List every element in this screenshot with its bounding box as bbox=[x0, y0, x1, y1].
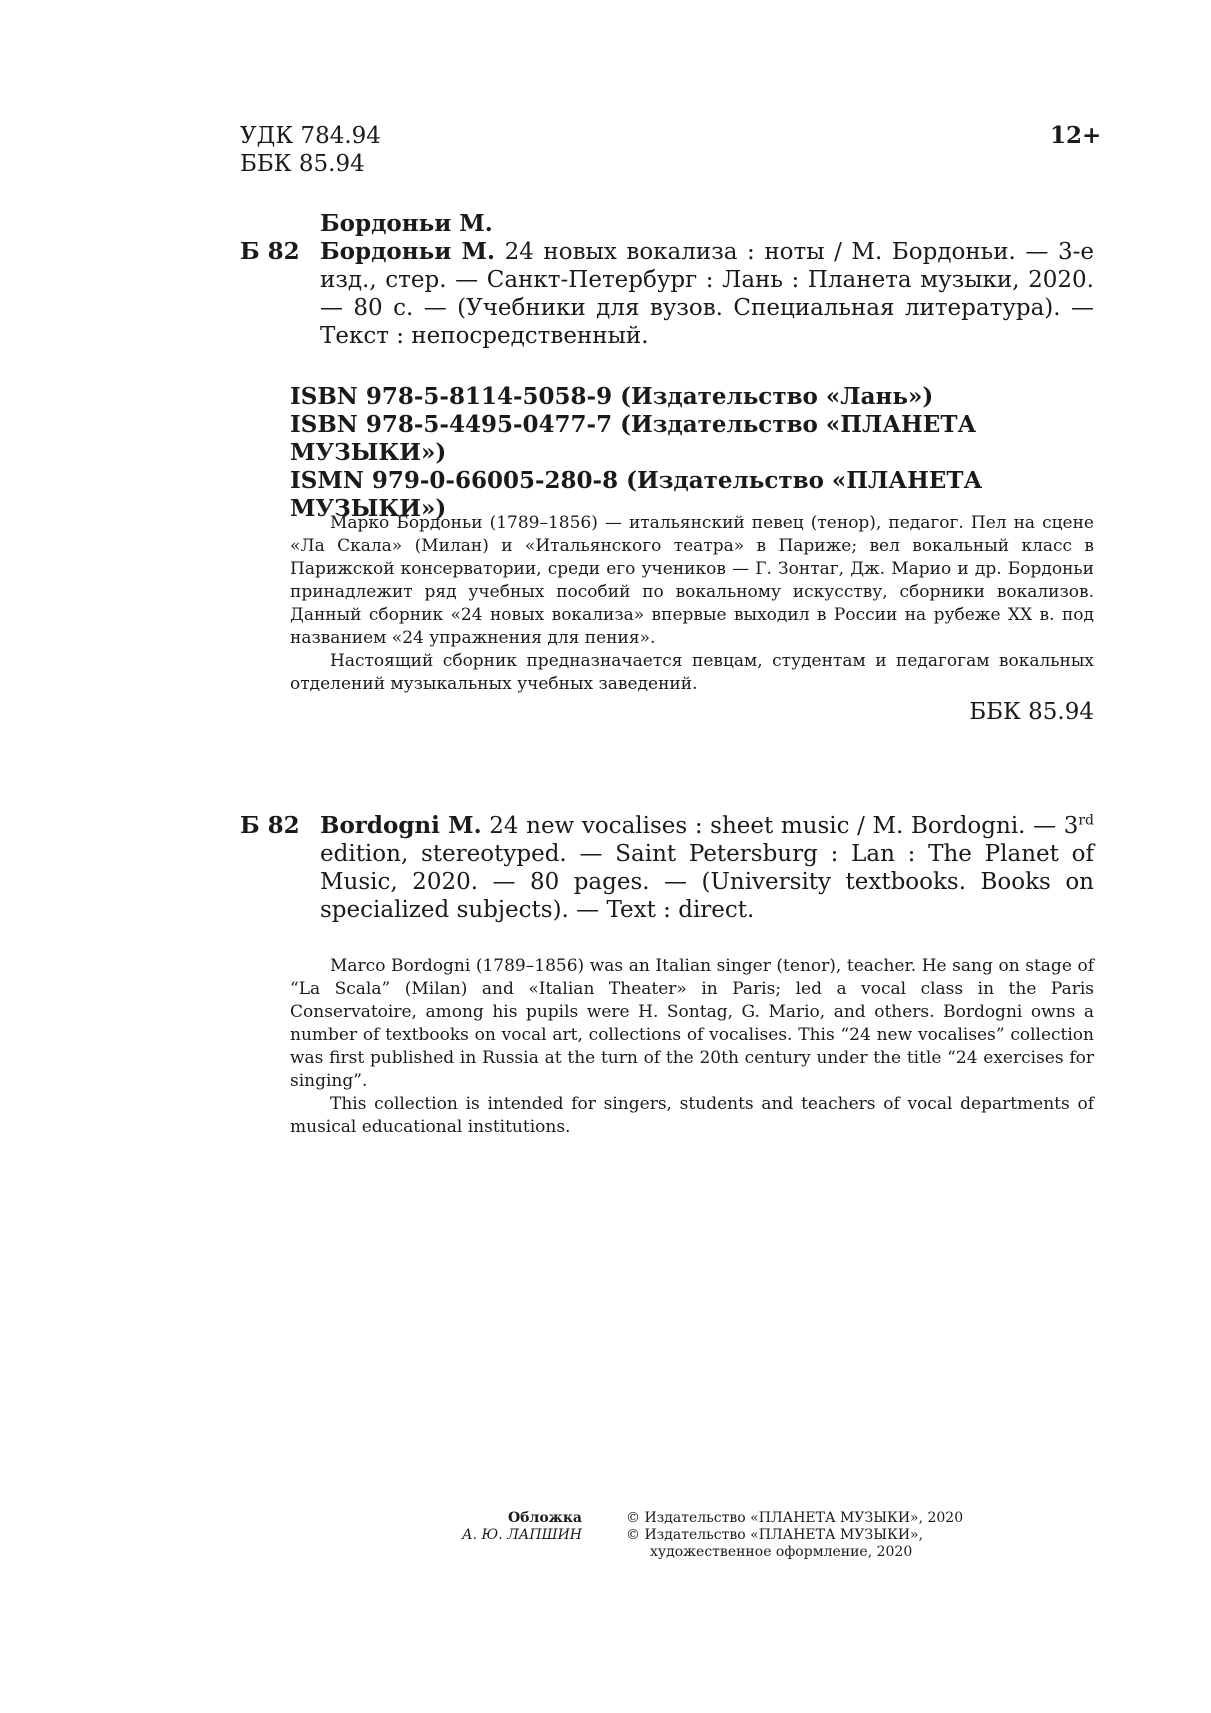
bbk-code: ББК 85.94 bbox=[240, 151, 365, 177]
bbk-footer: ББК 85.94 bbox=[969, 699, 1094, 725]
ru-annotation bbox=[290, 512, 1094, 696]
isbn-block bbox=[290, 383, 1110, 523]
ru-record-author: Бордоньи М. bbox=[320, 238, 495, 265]
age-rating: 12+ bbox=[1050, 122, 1102, 149]
en-record-superscript: rd bbox=[1078, 812, 1094, 829]
ru-annotation-paragraph: Настоящий сборник предназначается певцам, студентам и педагогам вокальных отделений музыкальных учебных заведений. bbox=[290, 651, 1094, 694]
en-annotation-paragraph: Marco Bordogni (1789–1856) was an Italian singer (tenor), teacher. He sang on stage of “La Scala” (Milan) and «Italian Theater» in Paris; led a vocal class in the Paris Conservatoire, among his pupils were H. Sontag, G. Mario, and others. Bordogni owns a number of textbooks on vocal art, collections of vocalises. This “24 new vocalises” collection was first published in Russia at the turn of the 20th century under the title “24 exercises for singing”. bbox=[290, 956, 1094, 1091]
cover-label: Обложка bbox=[507, 1510, 582, 1526]
en-record-code: Б 82 bbox=[240, 812, 300, 839]
copyright-line: © Издательство «ПЛАНЕТА МУЗЫКИ», bbox=[626, 1527, 924, 1543]
ru-record-description bbox=[240, 238, 1094, 350]
ru-annotation-paragraph: Марко Бордоньи (1789–1856) — итальянский певец (тенор), педагог. Пел на сцене «Ла Скала» (Милан) и «Итальянского театра» в Париже; вел вокальный класс в Парижской консерватории, среди его учеников — Г. Зонтаг, Дж. Марио и др. Бордоньи принадлежит ряд учебных пособий по вокальному искусству, сборники вокализов. Данный сборник «24 новых вокализа» впервые выходил в России на рубеже XX в. под названием «24 упражнения для пения». bbox=[290, 513, 1094, 648]
en-record-description bbox=[240, 812, 1094, 924]
ru-bibliographic-record bbox=[240, 238, 1094, 350]
copyright-block bbox=[626, 1510, 1046, 1561]
author-heading: Бордоньи М. bbox=[320, 210, 493, 237]
en-annotation bbox=[290, 955, 1094, 1139]
copyright-line: © Издательство «ПЛАНЕТА МУЗЫКИ», 2020 bbox=[626, 1510, 964, 1526]
en-record-text-b: edition, stereotyped. — Saint Petersburg : Lan : The Planet of Music, 2020. — 80 pages. — (University textbooks. Books on specialized subjects). — Text : direct. bbox=[320, 841, 1094, 923]
ru-record-text: 24 новых вокализа : ноты / М. Бордоньи. — 3-е изд., стер. — Санкт-Петербург : Лань : Планета музыки, 2020. — 80 с. — (Учебники для вузов. Специальная литература). — Текст : непосредственный. bbox=[320, 239, 1094, 349]
en-record-text-a: 24 new vocalises : sheet music / M. Bordogni. — 3 bbox=[489, 813, 1079, 839]
cover-artist: А. Ю. ЛАПШИН bbox=[462, 1527, 582, 1543]
en-annotation-paragraph: This collection is intended for singers, students and teachers of vocal departments of musical educational institutions. bbox=[290, 1094, 1094, 1137]
isbn-line: ISBN 978-5-4495-0477-7 (Издательство «ПЛАНЕТА МУЗЫКИ») bbox=[290, 411, 977, 466]
en-bibliographic-record bbox=[240, 812, 1094, 924]
ru-record-code: Б 82 bbox=[240, 238, 300, 265]
udk-code: УДК 784.94 bbox=[240, 123, 381, 149]
isbn-line: ISBN 978-5-8114-5058-9 (Издательство «Лань») bbox=[290, 383, 934, 410]
en-record-author: Bordogni M. bbox=[320, 812, 482, 839]
isbn-line: ISMN 979-0-66005-280-8 (Издательство «ПЛАНЕТА МУЗЫКИ») bbox=[290, 467, 983, 522]
copyright-line: художественное оформление, 2020 bbox=[650, 1544, 913, 1560]
